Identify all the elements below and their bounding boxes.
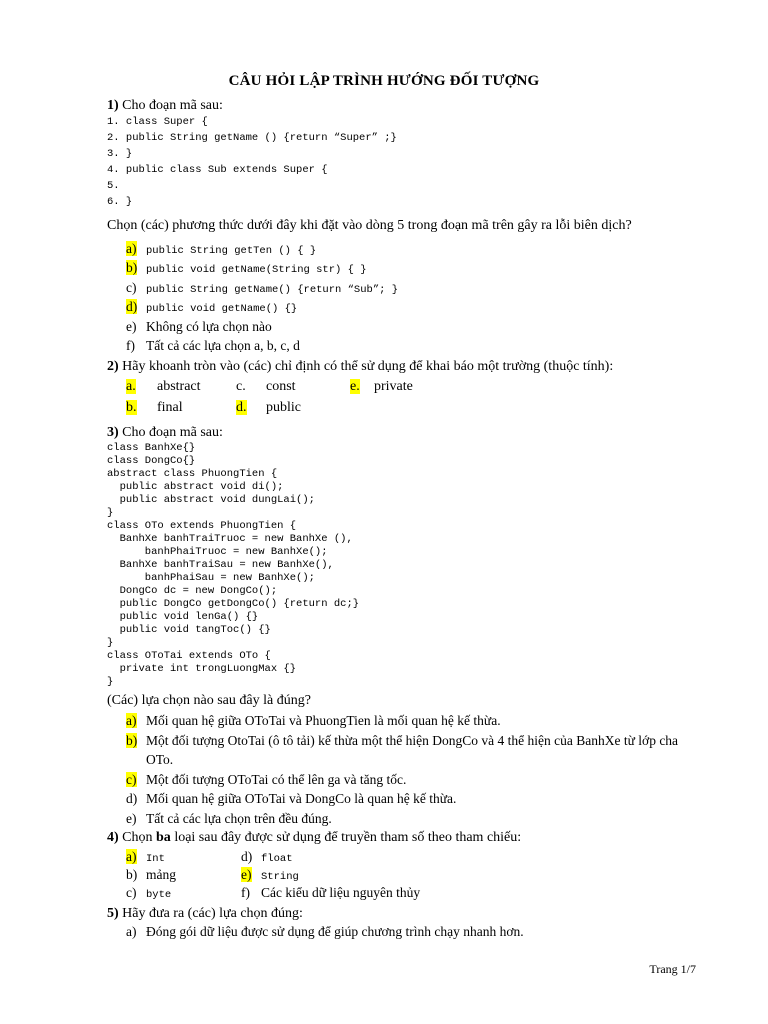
q1-option-e-label: e) [126,318,137,334]
q2-option-a-text: abstract [157,379,201,394]
q3-option-c-text: Một đối tượng OToTai có thể lên ga và tăng tốc. [146,771,407,787]
q4-option-c-label: c) [126,885,137,900]
q3-option-c-label: c) [126,771,137,787]
q2-option-b[interactable] [126,400,137,416]
q4-option-b-label: b) [126,867,138,882]
q1-option-d-text: public void getName() {} [146,303,298,316]
q3-option-e-text: Tất cả các lựa chọn trên đều đúng. [146,810,332,826]
q2-option-b-text: final [157,400,183,415]
q3-option-c[interactable] [126,770,706,790]
q4-option-c-text: byte [146,889,172,901]
q5-options [126,922,524,941]
q1-option-c[interactable] [126,278,398,297]
q3-number: 3) [107,425,119,440]
q3-option-b-label: b) [126,732,138,748]
q3-option-d-label: d) [126,791,138,806]
q2-prompt [107,358,613,376]
q4-prompt [107,829,521,847]
q1-option-f[interactable] [126,336,398,355]
q2-option-e-text: private [374,379,413,394]
q5-number: 5) [107,906,119,921]
q3-option-b-text: Một đối tượng OtoTai (ô tô tải) kế thừa một thể hiện DongCo và 4 thể hiện của BanhXe từ lớp cha OTo. [146,732,679,767]
q4-option-d-label: d) [241,849,253,864]
q1-option-d[interactable] [126,297,398,316]
q3-question: (Các) lựa chọn nào sau đây là đúng? [107,693,311,708]
q4-option-b-text: mảng [146,867,176,882]
q4-option-a-label: a) [126,849,137,864]
q4-option-d[interactable] [241,849,293,865]
q3-option-a-text: Mối quan hệ giữa OToTai và PhuongTien là mối quan hệ kế thừa. [146,713,501,728]
q1-option-e[interactable] [126,317,398,336]
q1-option-c-text: public String getName() {return “Sub”; } [146,283,399,296]
q1-question: Chọn (các) phương thức dưới đây khi đặt vào dòng 5 trong đoạn mã trên gây ra lỗi biên dịch? [107,218,632,233]
q4-prompt-bold: ba [156,830,171,845]
q3-option-d[interactable] [126,789,706,809]
q1-prompt [107,97,223,115]
q2-option-b-label: b. [126,400,137,415]
q1-number: 1) [107,98,119,113]
q2-option-c[interactable] [236,379,246,395]
q5-prompt [107,905,303,923]
q5-prompt-text: Hãy đưa ra (các) lựa chọn đúng: [122,906,303,921]
q3-option-b[interactable] [126,731,706,770]
q1-option-e-text: Không có lựa chọn nào [146,318,272,334]
q1-option-b-text: public void getName(String str) { } [146,264,367,277]
q4-option-a[interactable] [126,849,165,865]
document-title: CÂU HỎI LẬP TRÌNH HƯỚNG ĐỐI TƯỢNG [228,73,540,89]
q1-code: 1. class Super { 2. public String getName () {return “Super” ;} 3. } 4. public class Sub extends Super { 5. 6. } [107,116,397,208]
q2-option-c-text: const [266,379,296,394]
q2-prompt-text: Hãy khoanh tròn vào (các) chỉ định có thể sử dụng để khai báo một trường (thuộc tính): [122,359,614,374]
q4-option-e[interactable] [241,867,299,883]
q1-prompt-text: Cho đoạn mã sau: [122,98,223,113]
q3-option-d-text: Mối quan hệ giữa OToTai và DongCo là quan hệ kế thừa. [146,791,457,806]
q3-option-a[interactable] [126,711,706,731]
q4-prompt-after: loại sau đây được sử dụng để truyền tham số theo tham chiếu: [170,830,522,845]
q4-option-e-text: String [261,871,299,883]
q2-option-c-label: c. [236,379,246,394]
q3-option-e-label: e) [126,810,137,826]
q4-option-f-label: f) [241,885,250,900]
q2-option-d-label: d. [236,400,247,415]
q3-options [126,711,706,828]
q1-option-b-label: b) [126,260,138,276]
q1-option-f-label: f) [126,337,135,353]
q2-number: 2) [107,359,119,374]
q3-option-a-label: a) [126,713,137,728]
q1-option-b[interactable] [126,258,398,277]
q1-option-d-label: d) [126,299,138,315]
q3-code: class BanhXe{} class DongCo{} abstract class PhuongTien { public abstract void di(); public abstract void dungLai(); } class OTo extends PhuongTien { BanhXe banhTraiTruoc = new BanhXe (), banhPhaiTruoc = new BanhXe(); BanhXe banhTraiSau = new BanhXe(), banhPhaiSau = new BanhXe(); DongCo dc = new DongCo(); public DongCo getDongCo() {return dc;} public void lenGa() {} public void tangToc() {} } class OToTai extends OTo { private int trongLuongMax {} } [107,442,360,688]
q4-option-b[interactable] [126,867,176,883]
q1-option-f-text: Tất cả các lựa chọn a, b, c, d [146,337,300,353]
q1-options [126,239,398,355]
q1-option-c-label: c) [126,279,137,295]
q4-option-d-text: float [261,853,293,865]
q4-prompt-before: Chọn [122,830,157,845]
q2-option-a-label: a. [126,379,136,394]
q4-option-f-text: Các kiểu dữ liệu nguyên thủy [261,885,421,900]
q1-option-a[interactable] [126,239,398,258]
q1-option-a-label: a) [126,241,137,256]
q3-option-e[interactable] [126,809,706,829]
q4-option-f[interactable] [241,885,420,901]
q5-option-a[interactable] [126,922,524,941]
q2-option-a[interactable] [126,379,136,395]
q2-option-d[interactable] [236,400,247,416]
q2-option-d-text: public [266,400,301,415]
q3-prompt-text: Cho đoạn mã sau: [122,425,223,440]
page-number: Trang 1/7 [649,962,696,976]
q4-option-a-text: Int [146,853,165,865]
q4-option-e-label: e) [241,867,252,882]
q4-option-c[interactable] [126,885,171,901]
q5-option-a-text: Đóng gói dữ liệu được sử dụng để giúp chương trình chạy nhanh hơn. [146,924,524,939]
q5-option-a-label: a) [126,924,137,939]
q3-prompt [107,424,223,442]
q1-option-a-text: public String getTen () { } [146,245,317,257]
q4-number: 4) [107,830,119,845]
q2-option-e[interactable] [350,379,360,395]
q2-option-e-label: e. [350,379,360,394]
